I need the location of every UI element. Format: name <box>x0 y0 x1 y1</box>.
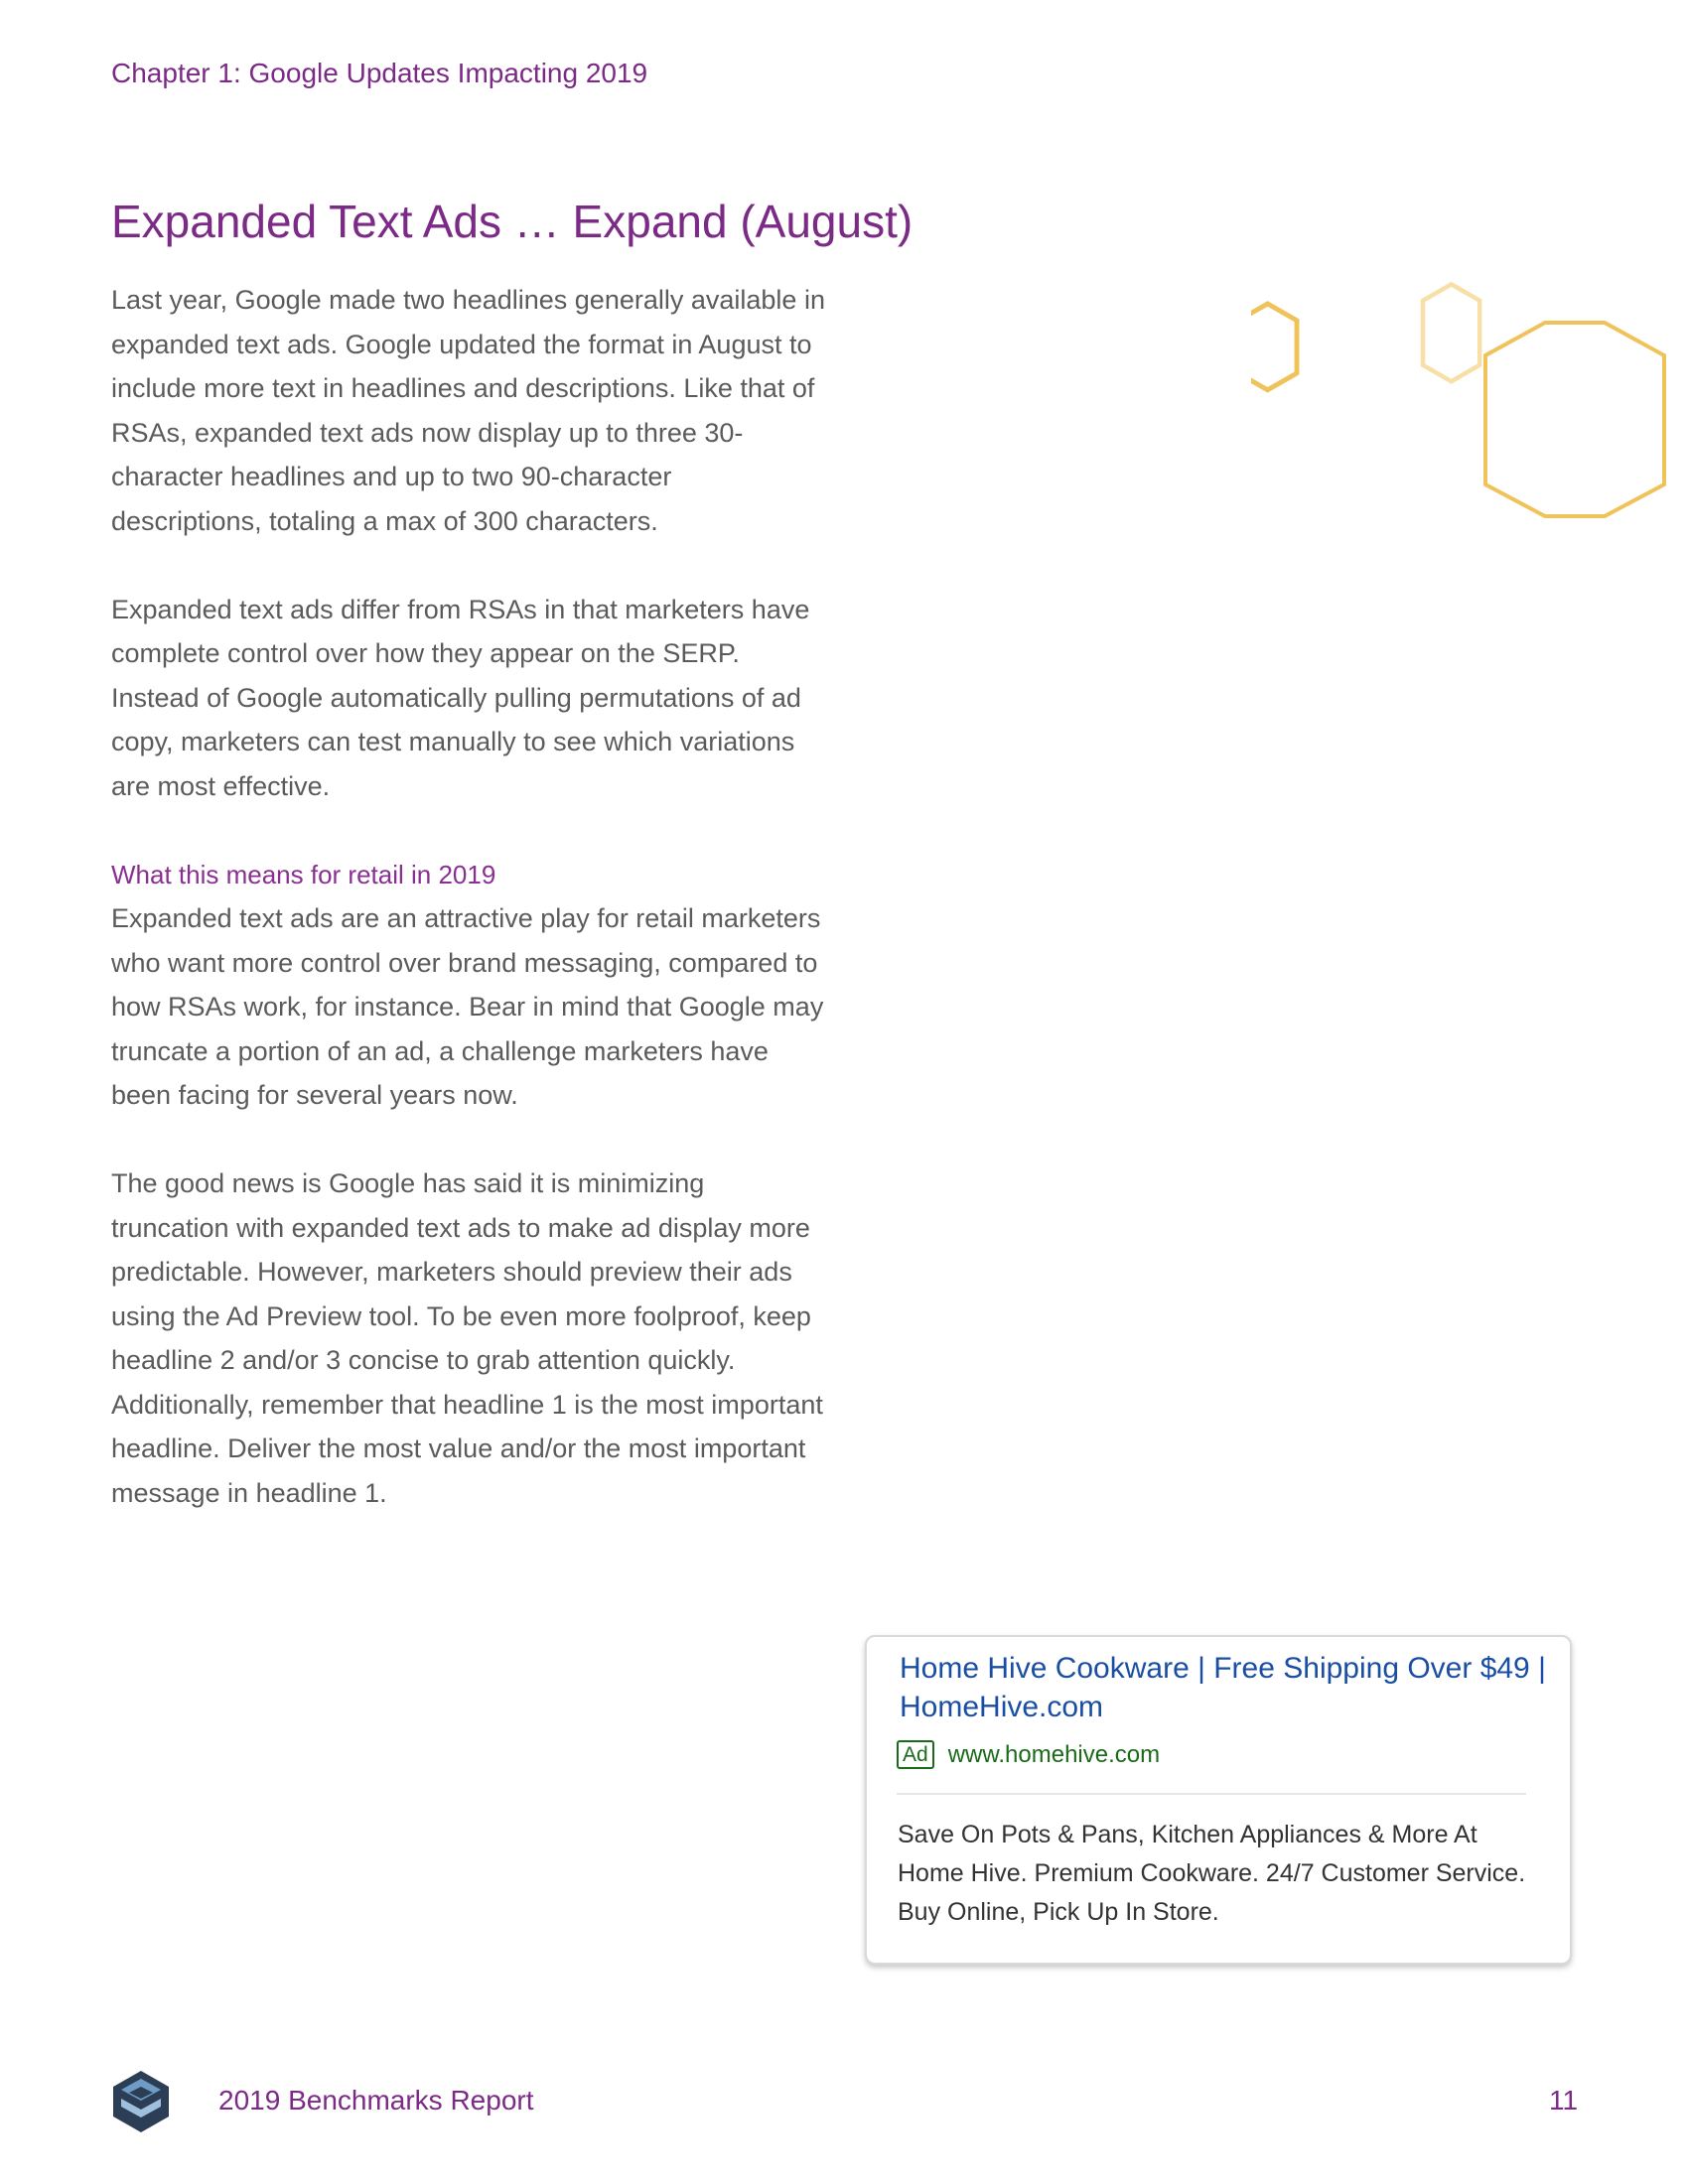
footer-report-title: 2019 Benchmarks Report <box>218 2085 534 2116</box>
paragraph-differences: Expanded text ads differ from RSAs in that marketers have complete control over how they appear on the SERP. Instead of Google automatically pulling permutations of ad copy, marketers can test manually to see which variations are most effective. <box>111 594 810 801</box>
page-number: 11 <box>1549 2085 1579 2116</box>
ad-description: Save On Pots & Pans, Kitchen Appliances & More At Home Hive. Premium Cookware. 24/7 Customer Service. Buy Online, Pick Up In Store. <box>898 1821 1526 1926</box>
ad-headline-link[interactable]: Home Hive Cookware | Free Shipping Over $49 | HomeHive.com <box>900 1652 1546 1723</box>
section-subheading: What this means for retail in 2019 <box>111 859 496 889</box>
paragraph-intro: Last year, Google made two headlines generally available in expanded text ads. Google updated the format in August to include more text in headlines and descriptions. Like that of RSAs, expanded text ads now display up to three 30-character headlines and up to two 90-character descriptions, totaling a max of 300 characters. <box>111 285 825 536</box>
ad-divider <box>897 1793 1526 1795</box>
ad-badge: Ad <box>897 1740 934 1769</box>
ad-url-row <box>897 1740 1160 1769</box>
paragraph-truncation: The good news is Google has said it is minimizing truncation with expanded text ads to make ad display more predictable. However, marketers should preview their ads using the Ad Preview tool. To be even more foolproof, keep headline 2 and/or 3 concise to grab attention quickly. Additionally, remember that headline 1 is the most important headline. Deliver the most value and/or the most important message in headline 1. <box>111 1168 823 1508</box>
page-title: Expanded Text Ads … Expand (August) <box>111 196 914 247</box>
layered-hexagon-logo-icon <box>109 2069 173 2134</box>
chapter-header: Chapter 1: Google Updates Impacting 2019 <box>111 58 648 88</box>
paragraph-retail: Expanded text ads are an attractive play for retail marketers who want more control over brand messaging, compared to how RSAs work, for instance. Bear in mind that Google may truncate a portion of an ad, a challenge marketers have been facing for several years now. <box>111 903 824 1110</box>
hexagon-outline-icon <box>1423 284 1479 381</box>
search-ad-example <box>865 1635 1572 1965</box>
hexagon-outline-icon <box>1251 304 1297 390</box>
article-body <box>111 278 826 1560</box>
hexagon-decoration <box>1251 268 1688 596</box>
hexagon-outline-icon <box>1485 323 1664 516</box>
ad-display-url[interactable]: www.homehive.com <box>947 1740 1161 1768</box>
